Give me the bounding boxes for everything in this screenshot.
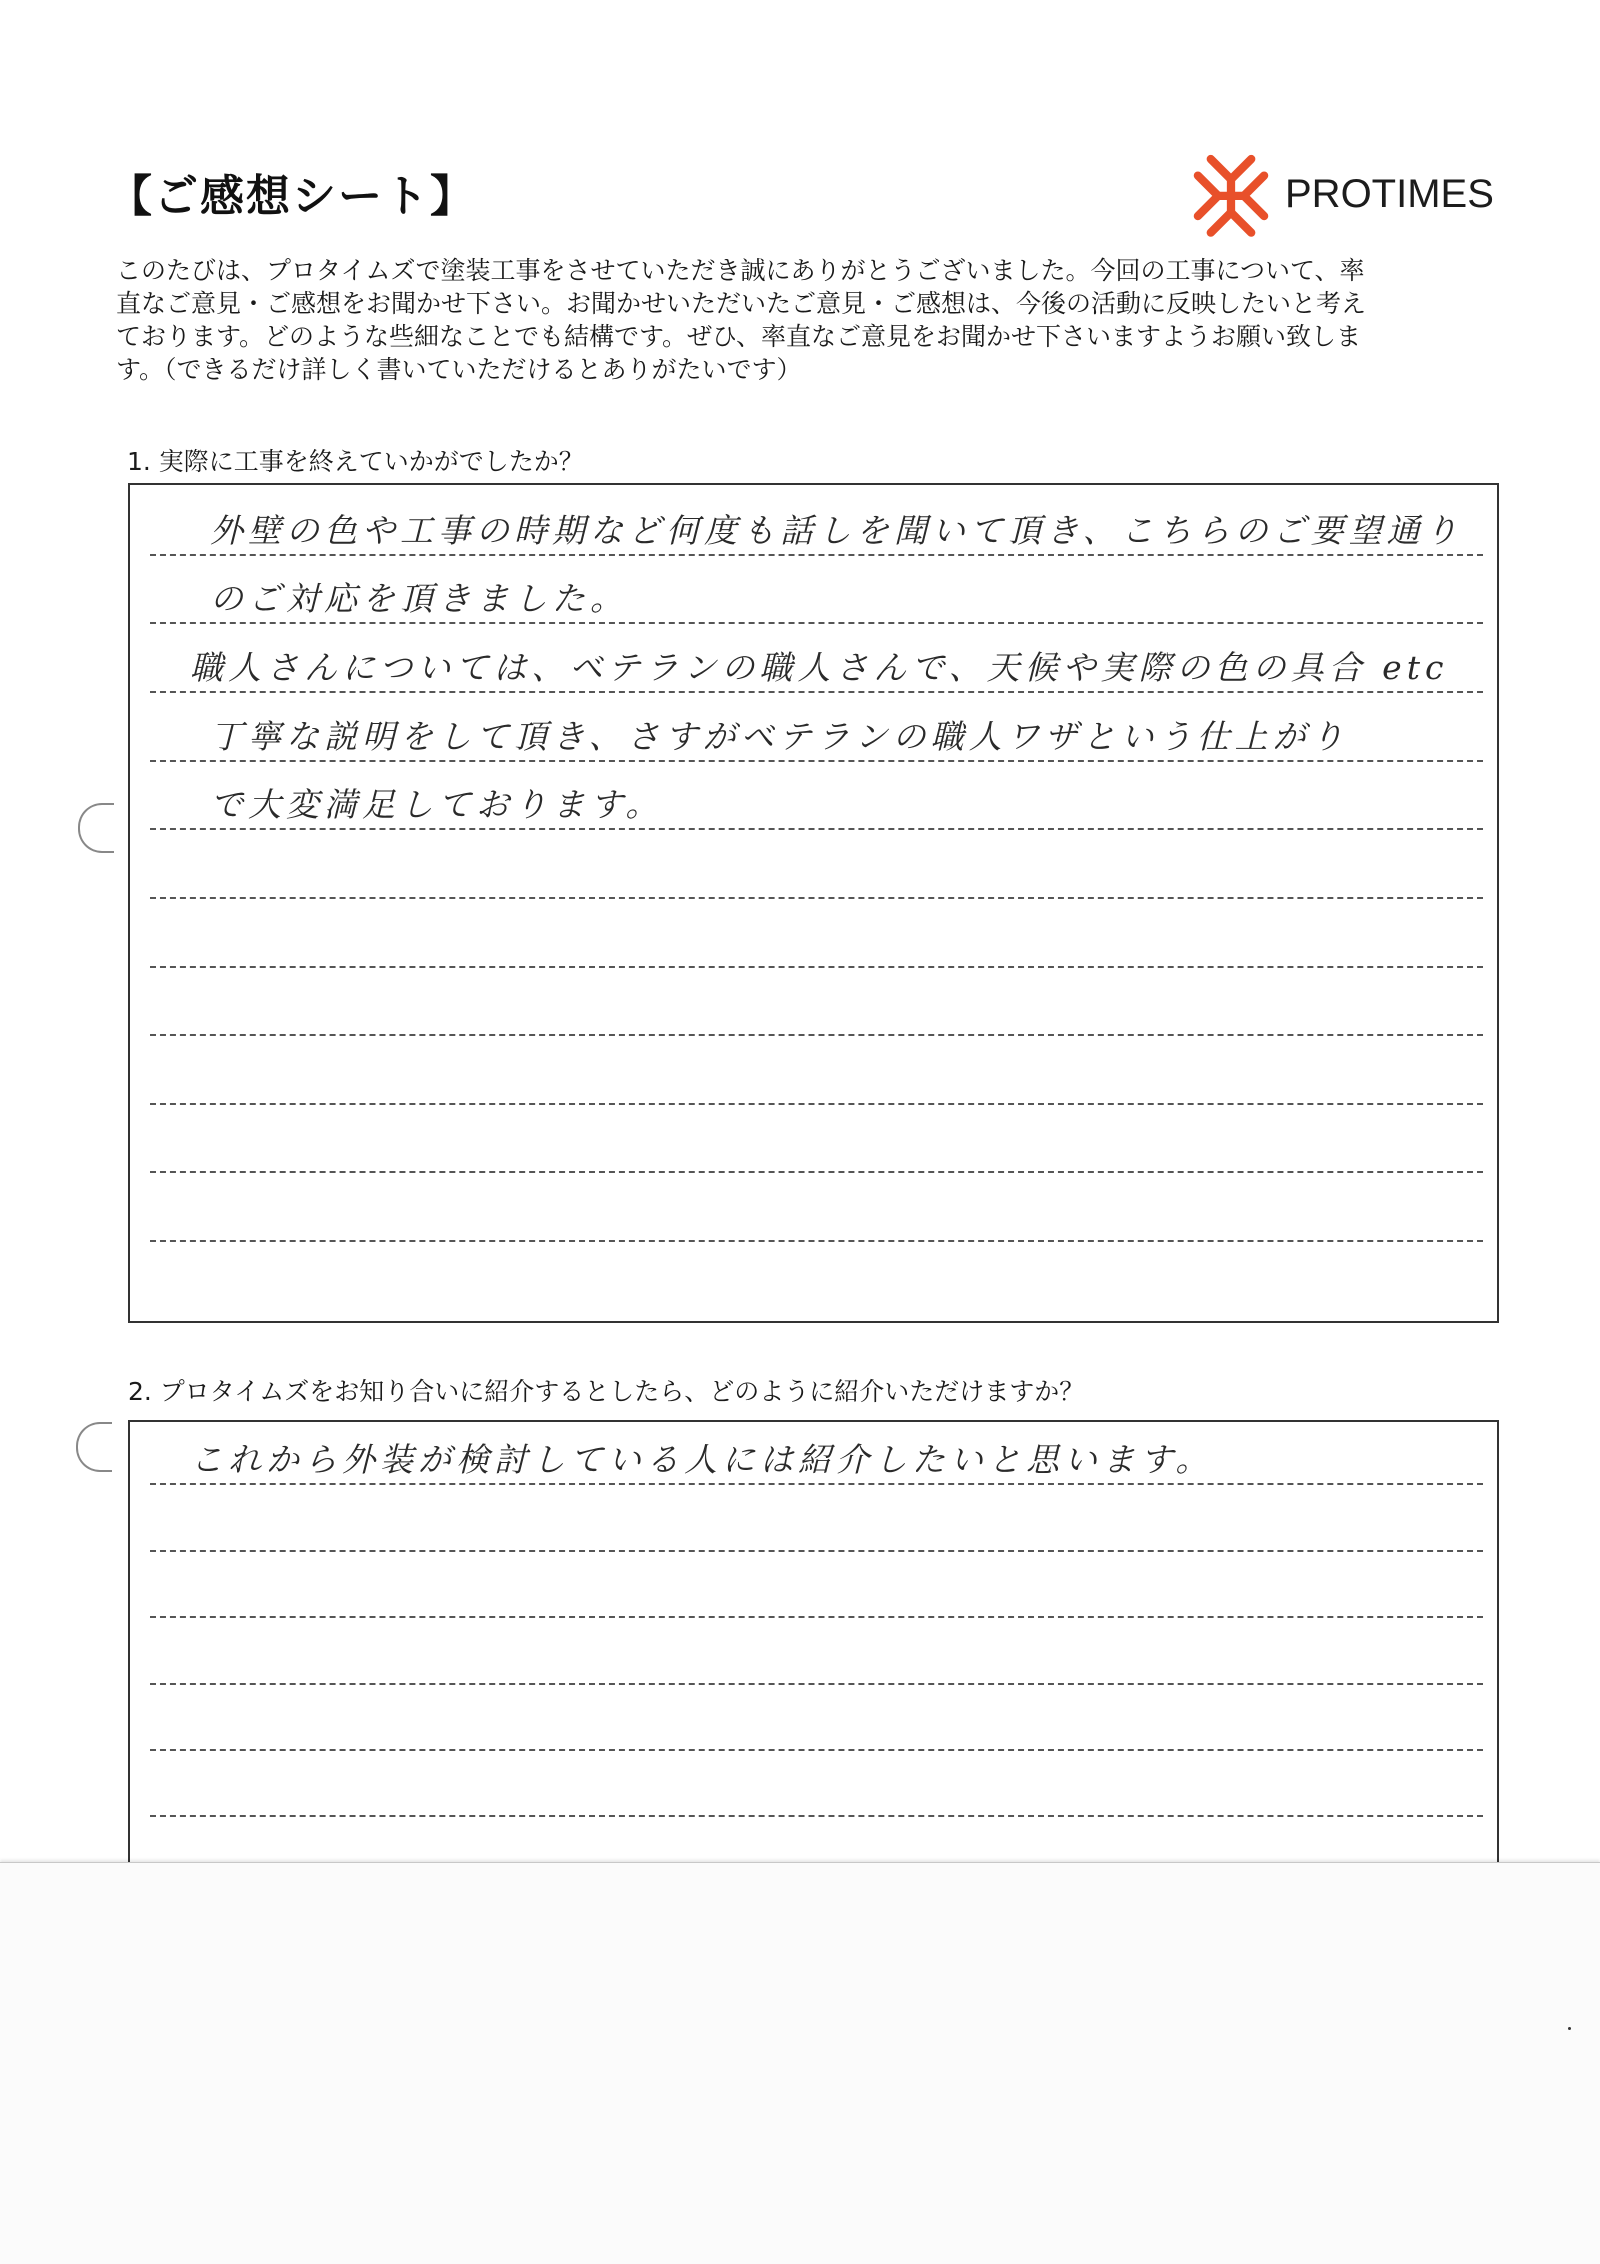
handwritten-answer-line: のご対応を頂きました。	[210, 579, 628, 618]
answer-box-1	[128, 483, 1499, 1323]
question-2: 2. プロタイムズをお知り合いに紹介するとしたら、どのように紹介いただけますか？	[128, 1377, 1085, 1406]
intro-line: 直なご意見・ご感想をお聞かせ下さい。お聞かせいただいたご意見・ご感想は、今後の活動に反映したいと考え	[116, 289, 1367, 318]
handwritten-answer-line: 外壁の色や工事の時期など何度も話しを聞いて頂き、こちらのご要望通り	[210, 511, 1463, 550]
ruled-line	[150, 1103, 1483, 1105]
protimes-logo-icon	[1185, 148, 1277, 240]
handwritten-answer-line: 丁寧な説明をして頂き、さすがベテランの職人ワザという仕上がり	[210, 717, 1349, 756]
ruled-line	[150, 828, 1483, 830]
ruled-line	[150, 1483, 1483, 1485]
ruled-line	[150, 1616, 1483, 1618]
binder-hole	[78, 803, 114, 853]
protimes-logo	[1185, 148, 1494, 240]
handwritten-answer-line: で大変満足しております。	[210, 785, 664, 824]
handwritten-answer-line: これから外装が検討している人には紹介したいと思います。	[190, 1440, 1214, 1479]
brand-name: PROTIMES	[1285, 171, 1494, 216]
ruled-line	[150, 622, 1483, 624]
scan-speck	[1568, 2027, 1571, 2030]
ruled-line	[150, 1749, 1483, 1751]
binder-hole	[76, 1422, 112, 1472]
ruled-line	[150, 760, 1483, 762]
overlapping-blank-sheet	[0, 1862, 1600, 2264]
ruled-line	[150, 1550, 1483, 1552]
ruled-line	[150, 1683, 1483, 1685]
ruled-line	[150, 1171, 1483, 1173]
handwritten-answer-line: 職人さんについては、ベテランの職人さんで、天候や実際の色の具合 etc	[190, 648, 1449, 687]
ruled-line	[150, 1815, 1483, 1817]
intro-line: ております。どのような些細なことでも結構です。ぜひ、率直なご意見をお聞かせ下さいますようお願い致しま	[116, 322, 1362, 351]
intro-line: す。（できるだけ詳しく書いていただけるとありがたいです）	[116, 355, 802, 384]
answer-box-2	[128, 1420, 1499, 1872]
ruled-line	[150, 966, 1483, 968]
intro-line: このたびは、プロタイムズで塗装工事をさせていただき誠にありがとうございました。今回の工事について、率	[116, 256, 1365, 285]
question-1: 1. 実際に工事を終えていかがでしたか？	[127, 447, 584, 476]
ruled-line	[150, 1034, 1483, 1036]
intro-text	[116, 254, 1488, 386]
ruled-line	[150, 897, 1483, 899]
sheet-title: 【ご感想シート】	[108, 171, 476, 222]
ruled-line	[150, 554, 1483, 556]
ruled-line	[150, 691, 1483, 693]
ruled-line	[150, 1240, 1483, 1242]
